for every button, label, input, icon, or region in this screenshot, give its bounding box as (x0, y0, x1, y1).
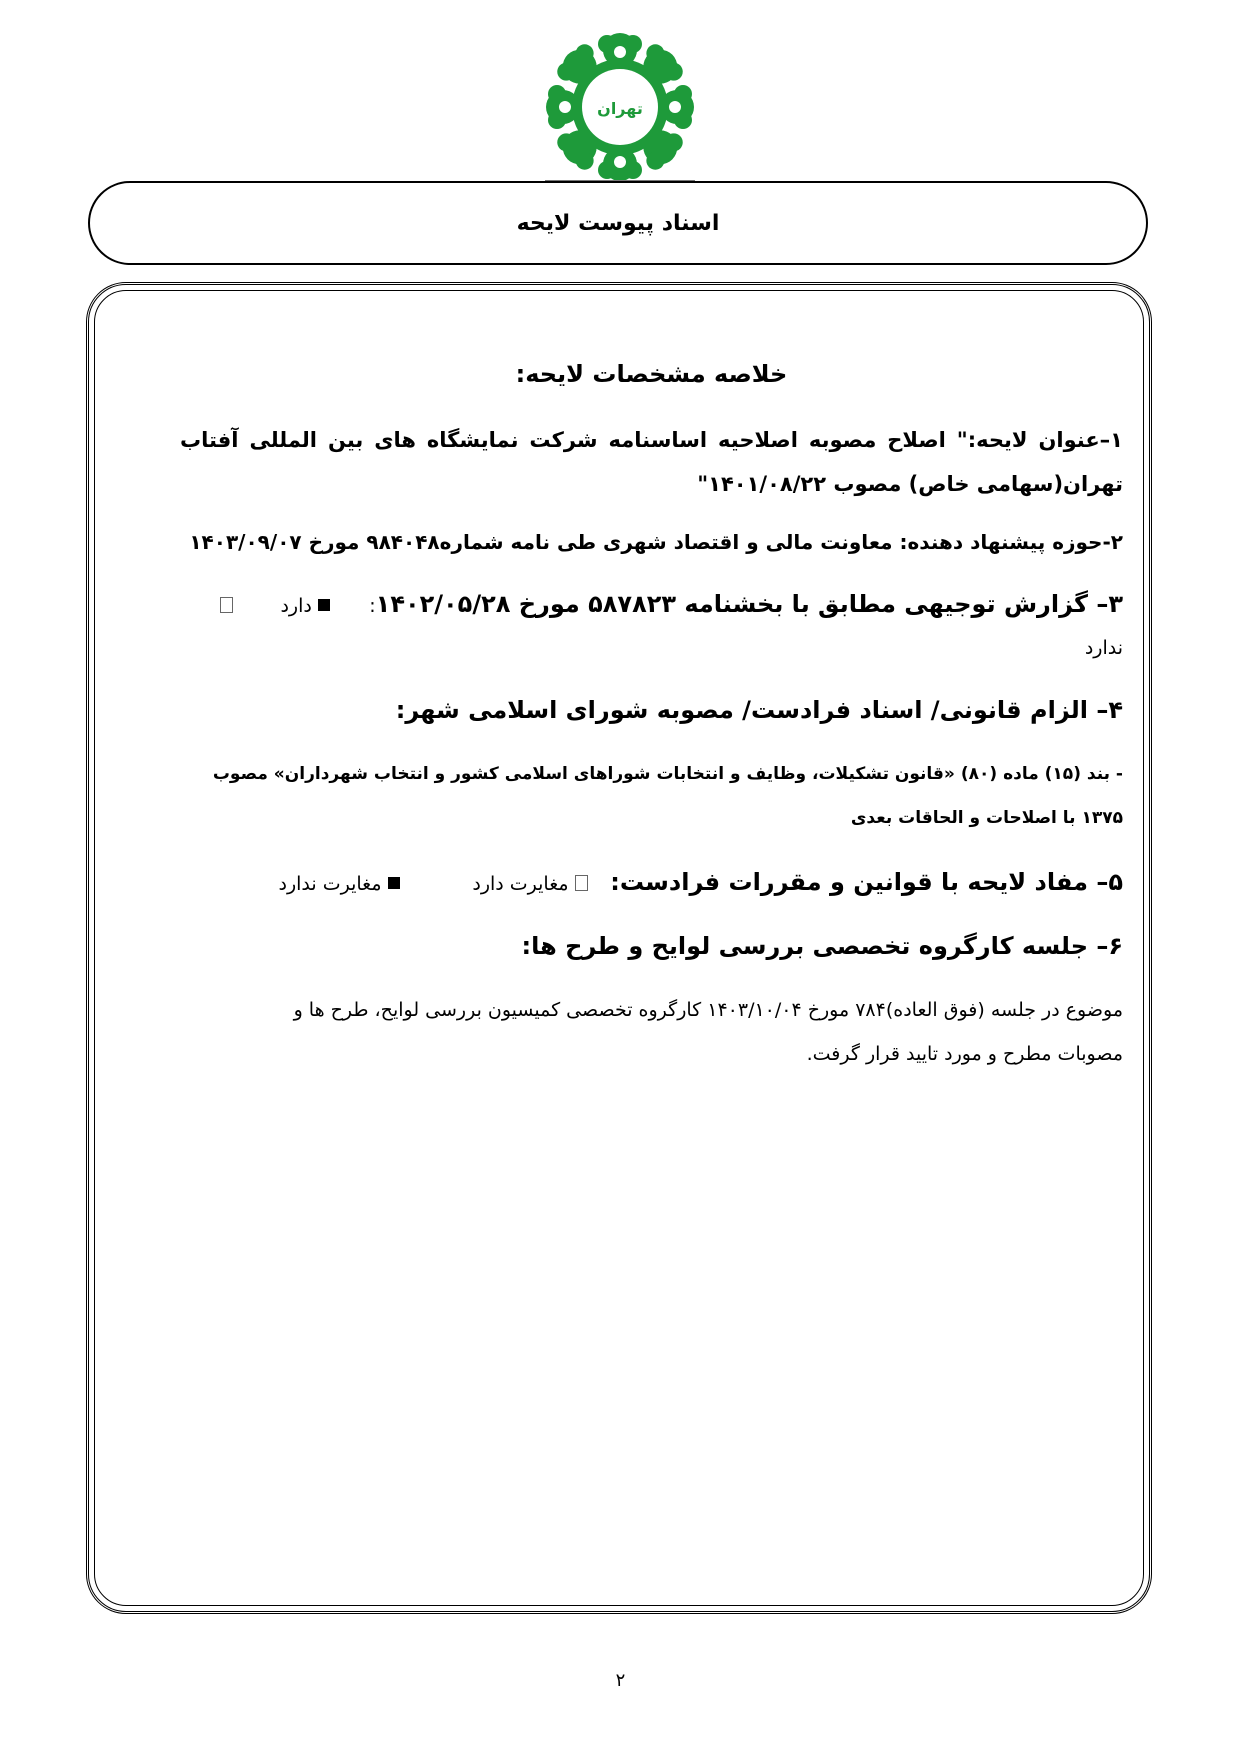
checkbox-no-conflict-checked[interactable] (388, 877, 400, 889)
option-no-conflict-label: مغایرت ندارد (278, 873, 382, 895)
item-1 (180, 418, 1123, 506)
summary-heading: خلاصه مشخصات لایحه: (515, 360, 788, 388)
option-has-label: دارد (280, 595, 312, 617)
title-box (88, 181, 1148, 265)
item-3-label: ۳– گزارش توجیهی مطابق با بخشنامه ۵۸۷۸۲۳ مورخ ۱۴۰۲/۰۵/۲۸ (375, 590, 1123, 618)
checkbox-conflict[interactable] (575, 875, 588, 891)
item-2-text: : معاونت مالی و اقتصاد شهری طی نامه شماره۹۸۴۰۴۸ مورخ ۱۴۰۳/۰۹/۰۷ (189, 530, 908, 554)
tehran-municipality-logo (545, 32, 695, 182)
checkbox-has-not[interactable] (220, 597, 233, 613)
item-3-sep: : (369, 595, 376, 617)
option-has-not-label: ندارد (1084, 637, 1123, 659)
checkbox-has-checked[interactable] (318, 599, 330, 611)
item-2 (180, 522, 1123, 562)
item-1-text: :" اصلاح مصوبه اصلاحیه اساسنامه شرکت نمایشگاه های بین المللی آفتاب تهران(سهامی خاص) مصوب ۱۴۰۱/۰۸/۲۲" (180, 428, 1123, 496)
item-2-label: ۲-حوزه پیشنهاد دهنده (907, 530, 1123, 554)
svg-text:تهران: تهران (597, 99, 643, 118)
item-6-text: موضوع در جلسه (فوق العاده)۷۸۴ مورخ ۱۴۰۳/۱۰/۰۴ کارگروه تخصصی کمیسیون بررسی لوایح، طرح ها و مصوبات مطرح و مورد تایید قرار گرفت. (293, 999, 1123, 1065)
item-5 (180, 862, 1123, 904)
option-conflict-label: مغایرت دارد (472, 873, 569, 895)
item-6-heading: ۶– جلسه کارگروه تخصصی بررسی لوایح و طرح ها: (521, 932, 1123, 960)
item-1-label: ۱–عنوان لایحه (976, 428, 1123, 452)
summary-content (180, 360, 1123, 1076)
page-number: ۲ (615, 1670, 626, 1691)
item-4-heading: ۴– الزام قانونی/ اسناد فرادست/ مصوبه شورای اسلامی شهر: (395, 696, 1123, 724)
item-4-text: - بند (۱۵) ماده (۸۰) «قانون تشکیلات، وظایف و انتخابات شوراهای اسلامی کشور و انتخاب شهرداران» مصوب ۱۳۷۵ با اصلاحات و الحاقات بعدی (212, 764, 1123, 828)
page-title: اسناد پیوست لایحه (516, 210, 720, 236)
item-5-label: ۵– مفاد لایحه با قوانین و مقررات فرادست: (610, 868, 1123, 896)
item-3 (180, 584, 1123, 668)
